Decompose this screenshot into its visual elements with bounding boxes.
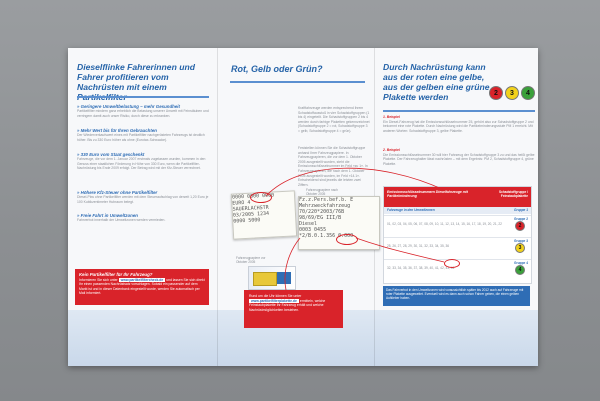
- bullet-text: Fahrzeuge, die vor dem 1. Januar 2007 erstmals zugelassen wurden, kommen in den Genuss einer staatlichen Förderung in Höhe von 330 Euro, wenn die Partikelfilter-Nachrüstung bis Ende 2009 erfolgt. Der Betrag wird mit der Kfz-Steuer verrechnet.: [77, 157, 206, 171]
- yellow-plaque-icon: [505, 86, 519, 100]
- green-plaque-icon: [515, 265, 525, 275]
- sticker-strip: [253, 272, 277, 286]
- table-header-left: Emissionsschlüsselnummern Dieselfahrzeuge mit Partikelminderung: [387, 190, 468, 199]
- blue-rule: [383, 110, 535, 112]
- plaque-label: 2: [494, 89, 498, 97]
- bullet-text: Partikelfilter mindern ganz erheblich die Belastung unserer Umwelt mit Feinstäuben und verringern damit auch unser Risiko, durch diese zu erkranken.: [77, 109, 209, 118]
- panel3-headline: Durch Nachrüstung kann aus der roten eine gelbe, aus der gelben eine grüne Plakette werden: [383, 62, 490, 102]
- plakette-sticker-card: [248, 266, 296, 290]
- table-row: [384, 215, 531, 232]
- plaque-label: 3: [510, 89, 514, 97]
- doc-line: 0000 5000: [233, 217, 261, 225]
- green-plaque-icon: [521, 86, 535, 100]
- bullet-title: » Mehr Wert bis für Ihren Gebrauchten: [77, 128, 157, 133]
- bullet-text: Der Wiederverkaufswert eines mit Partikelfilter nachgerüsteten Fahrzeugs ist deutlich höher. Bis zu 330 Euro höher als ohne (Eurotax-Schwacke).: [77, 133, 205, 142]
- doc-line: 70/220*2003/76B: [299, 209, 345, 215]
- caption-new-papers: Fahrzeugpapiere nach Oktober 2005: [306, 188, 338, 196]
- plaque-label: 2: [518, 223, 522, 229]
- highlight-oval: [336, 234, 358, 245]
- emission-table: [383, 186, 532, 284]
- bullet-item: [77, 190, 209, 204]
- bullet-title: » Höhere Kfz-Steuer ohne Partikelfilter: [77, 190, 158, 195]
- row-group: Gruppe 2: [514, 217, 528, 221]
- panel1-headline: Dieselflinke Fahrerinnen und Fahrer profitieren vom Nachrüsten mit einem: [77, 62, 195, 92]
- red-box-title: Kein Partikelfilter für Ihr Fahrzeug?: [79, 272, 153, 277]
- bullet-item: [77, 128, 209, 142]
- red-plaque-icon: [515, 221, 525, 231]
- doc-line: 03/2005 1234: [232, 210, 270, 219]
- partikelfilterplakette-link[interactable]: www.partikelfilterplakette.de: [251, 298, 297, 303]
- doc-line: 0003 0455: [299, 227, 327, 233]
- partikelfilter-check-box: [75, 269, 209, 305]
- bullet-text: Diesel-Pkw ohne Partikelfilter werden mit dem Steueraufschlag von derzeit 1,20 Euro je 100 Kubikzentimeter Hubraum belegt.: [77, 195, 209, 204]
- caption-old-papers: Fahrzeugpapiere vor Oktober 2005: [236, 256, 266, 264]
- blue-note-box: Das Fahrverbot in den Umweltzonen wird voraussichtlich später bis 2012 auch auf Fahrzeuge mit roter Plakette ausgeweitet. Eventuell wird es dann auch schon Fahrer geben, die einen gelben Aufkleber haben.: [383, 286, 530, 306]
- plakette-box-text-before: Rund um die Uhr können Sie unter: [249, 294, 302, 298]
- doc-line: Mehrzweckfahrzeug: [299, 203, 351, 209]
- doc-line: 0000 0000 0000: [231, 192, 275, 201]
- doc-line: SAUERLACHSTR: [232, 204, 269, 213]
- bullet-title: » 330 Euro vom Staat geschenkt: [77, 152, 145, 157]
- example-2-title: 2. Beispiel: [383, 148, 400, 152]
- blue-rule: [77, 96, 209, 98]
- plaque-label: 4: [518, 267, 522, 273]
- row-codes: 25, 26, 27, 28, 29, 30, 31, 32, 33, 34, 35, 36: [387, 244, 450, 248]
- table-subheader-left: Fahrzeuge in den Umweltzonen: [387, 208, 435, 212]
- doc-line: Diesel: [299, 221, 318, 227]
- red-box-text-after: und lassen Sie sich direkt Ihr einen passenden Nachrüstsatz vorschlagen. Sobald ein passender auf dem Markt ist und in dieser Datenbank eingestellt wurde, werden Sie automatisch per Mail informiert.: [79, 278, 205, 296]
- bullet-text: Fahrverbot innerhalb der Umweltzonen werden vermieden.: [77, 218, 166, 222]
- row-group: Gruppe 3: [514, 239, 528, 243]
- doc-line: *2/B.0.1.356 0.000: [299, 233, 354, 239]
- panel2-headline: Rot, Gelb oder Grün?: [231, 64, 323, 74]
- blue-rule: [230, 81, 365, 83]
- example-1: [383, 115, 535, 133]
- panel2-paragraph-1: Kraftfahrzeuge werden entsprechend ihrem Schadstoffausstoß in vier Schadstoffgruppen (1 bis 4) eingeteilt. Die Schadstoffgruppen 2 bis 4 werden durch farbige Plaketten gekennzeichnet (Schadstoffgruppe 2 = rot, Schadstoffgruppe 3 = gelb, Schadstoffgruppe 4 = grün).: [298, 106, 370, 133]
- bullet-item: [77, 104, 209, 118]
- doc-line: EURO 4: [232, 199, 251, 207]
- table-header: [384, 187, 531, 207]
- bullet-title: » Freie Fahrt in Umweltzonen: [77, 213, 138, 218]
- example-1-title: 1. Beispiel: [383, 115, 400, 119]
- bullet-item: [77, 152, 209, 171]
- table-subheader-right: Gruppe 1: [514, 208, 528, 212]
- example-2-text: Die Emissionsschlüsselnummer 30 will hier Fahrzeug der Schadstoffgruppe 3 zu und das heißt gelbe Plakette. Der Fahrzeughalter lässt nachrüsten – mit dem Ergebnis: PM 2, Schadstoffgruppe 4, grüne Plakette.: [383, 152, 535, 166]
- table-subheader: [384, 207, 531, 214]
- doc-line: 98/69/EG III/B: [299, 215, 342, 221]
- example-1-text: Ein Diesel-Fahrzeug hat die Emissionsschlüsselnummer 25, gehört also zur Schadstoffgruppe 2 und bekommt eine rote Plakette. Durch Nachrüstung wird die Partikelminderungsstufe PM 1 erreicht. Mit anderen Worten: Schadstoffgruppe 3, gelbe Plakette.: [383, 119, 534, 133]
- highlight-oval: [444, 259, 460, 268]
- row-codes: 32, 33, 34, 35, 36, 37, 38, 39, 40, 41, 42, 43, 44: [387, 266, 455, 270]
- table-header-right: Schadstoffgruppe / Feinstaubplakette: [498, 190, 528, 198]
- plakette-info-box: [244, 290, 343, 328]
- bullet-item: [77, 213, 209, 223]
- highlight-oval: [250, 192, 272, 203]
- red-box-text-before: Informieren Sie sich unter: [79, 278, 118, 282]
- red-box-text: [75, 278, 209, 296]
- plakette-box-text-after: ermitteln, welche Feinstaubplakette Ihr Fahrzeug erhält und welche Nachrüstmöglichkeiten bestehen.: [249, 298, 326, 312]
- plaque-label: 4: [526, 89, 530, 97]
- yellow-plaque-icon: [515, 243, 525, 253]
- table-row: [384, 237, 531, 254]
- panel-left: [68, 48, 216, 366]
- plaque-label: 3: [518, 245, 522, 251]
- doc-line: Fz.z.Pers.bef.b. E: [299, 197, 354, 203]
- bullet-title: » Geringere Umweltbelastung – mehr Gesundheit: [77, 104, 180, 109]
- red-plaque-icon: [489, 86, 503, 100]
- partikelfiltercheck-link[interactable]: www.partikelfiltercheck.de: [120, 278, 164, 282]
- example-2: [383, 148, 535, 166]
- row-codes: 01, 02, 03, 04, 05, 06, 07, 08, 09, 10, 11, 12, 13, 14, 15, 16, 17, 18, 19, 20, 21, 22: [387, 222, 502, 226]
- row-group: Gruppe 4: [514, 261, 528, 265]
- panel2-paragraph-2: Feststellen können Sie die Schadstoffgruppe anhand Ihrer Fahrzeugpapiere. In Fahrzeugpapieren, die vor dem 1. Oktober 2005 ausgestellt wurden, steht die Emissionsschlüsselnummer im Feld »zu 1«. In Fahrzeugpapieren, die nach dem 1. Oktober 2005 ausgestellt wurden, im Feld »14.1«. Entscheidend sind jeweils die letzten zwei Ziffern.: [298, 146, 368, 187]
- sticker-strip: [277, 272, 291, 284]
